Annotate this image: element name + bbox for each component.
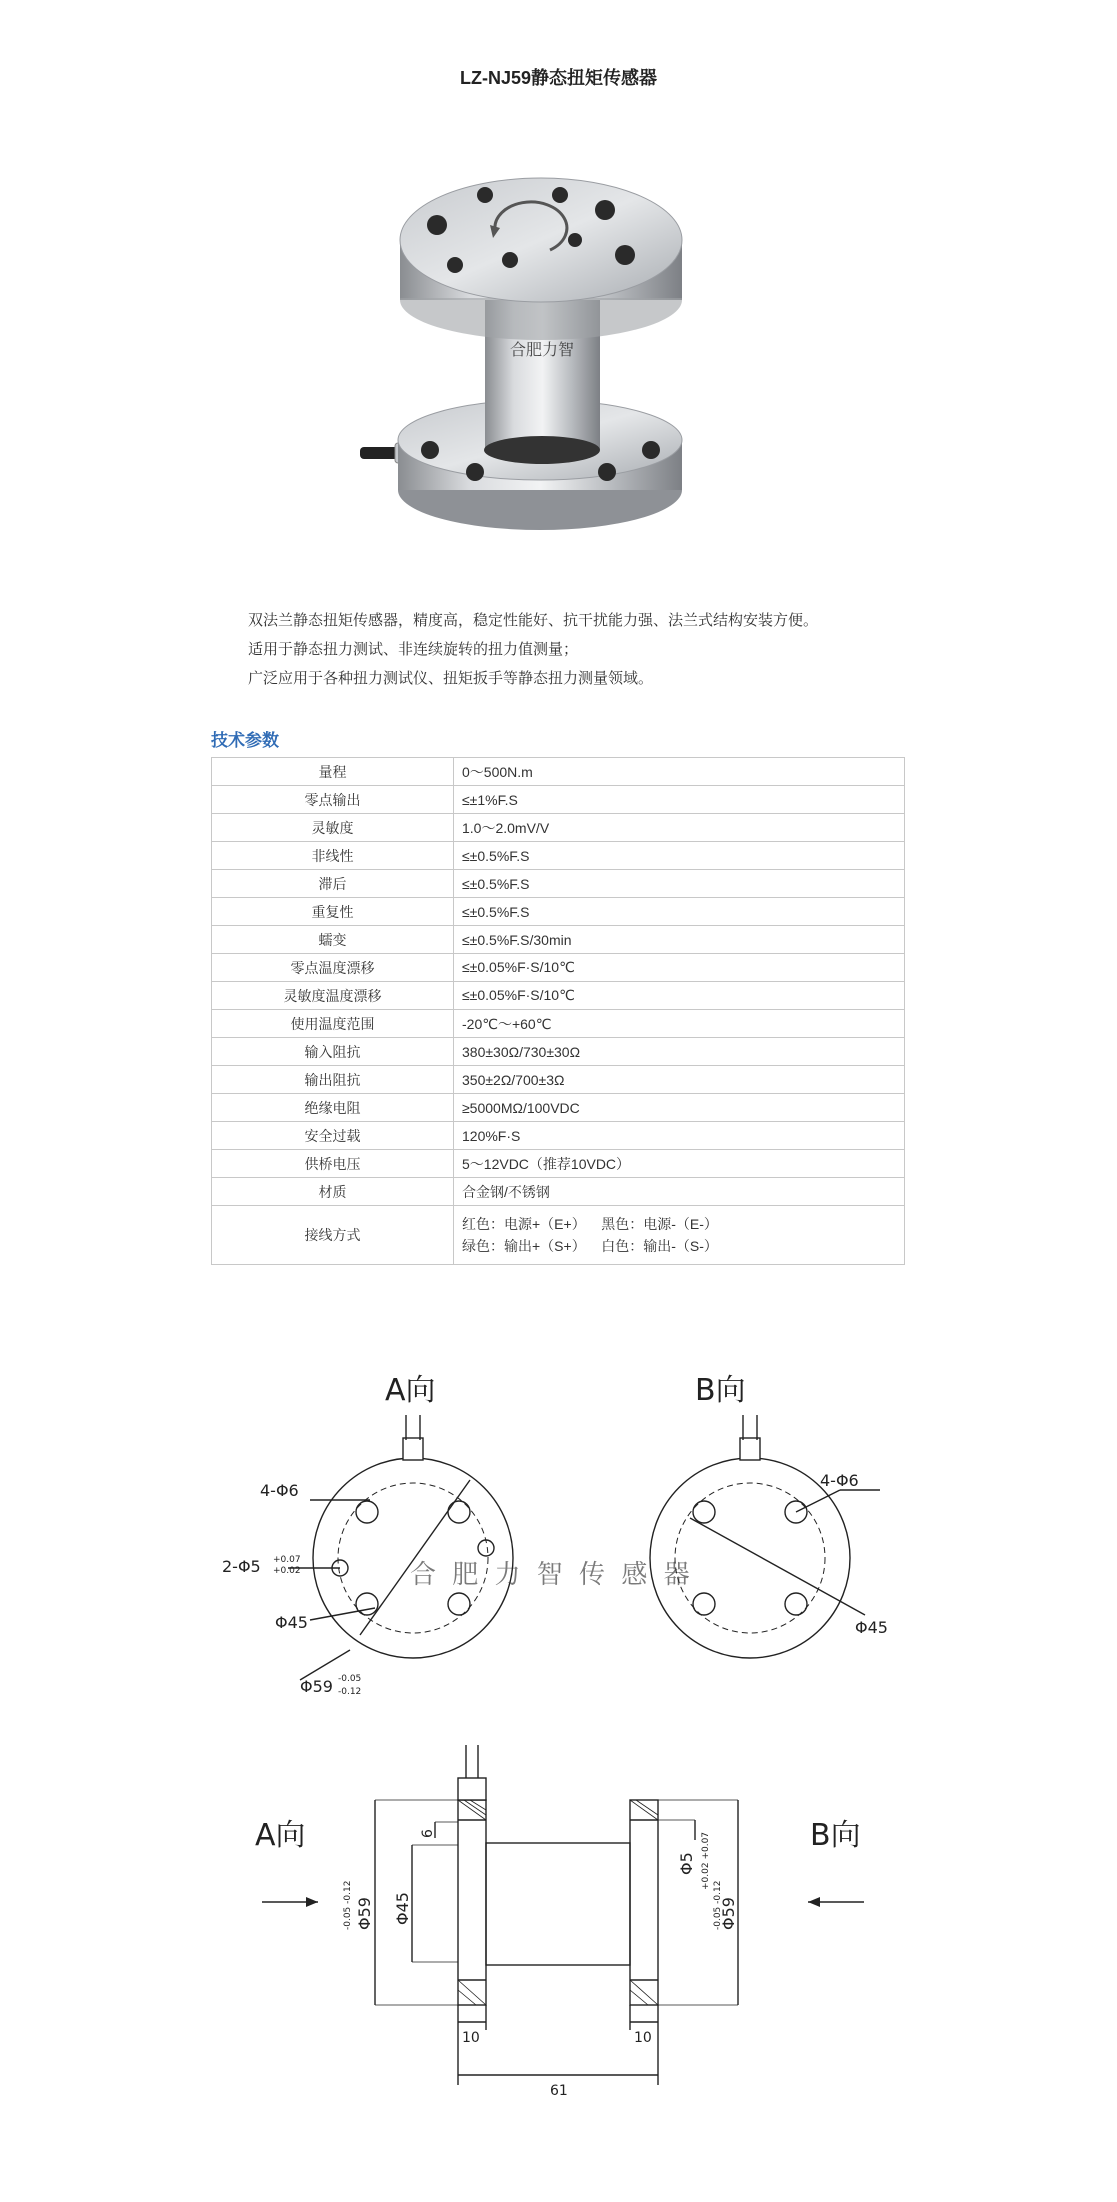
dim-label: 6 xyxy=(420,1829,436,1838)
dim-label: Φ45 xyxy=(855,1618,888,1637)
spec-key: 接线方式 xyxy=(212,1206,454,1265)
table-row xyxy=(212,814,905,842)
bolt-hole-icon xyxy=(693,1593,715,1615)
spec-key: 蠕变 xyxy=(212,926,454,954)
table-row xyxy=(212,1150,905,1178)
bolt-hole-icon xyxy=(785,1593,807,1615)
spec-key: 绝缘电阻 xyxy=(212,1094,454,1122)
dim-tolerance: +0.02 xyxy=(273,1566,301,1576)
cable-icon xyxy=(360,447,400,459)
table-row xyxy=(212,842,905,870)
table-row xyxy=(212,1122,905,1150)
dim-label: Φ45 xyxy=(393,1892,412,1925)
view-label: A向 xyxy=(385,1373,436,1408)
spec-value: ≤±0.5%F.S xyxy=(454,870,905,898)
spec-key: 重复性 xyxy=(212,898,454,926)
wiring-line: 绿色：输出+（S+） 白色：输出-（S-） xyxy=(462,1238,718,1254)
dim-label: Φ59 xyxy=(300,1677,333,1696)
page-title: LZ-NJ59静态扭矩传感器 xyxy=(459,68,657,88)
description-line: 双法兰静态扭矩传感器，精度高，稳定性能好、抗干扰能力强、法兰式结构安装方便。 xyxy=(248,612,819,629)
view-label: B向 xyxy=(695,1373,746,1408)
spec-key: 零点温度漂移 xyxy=(212,954,454,982)
dim-label: Φ59 xyxy=(355,1897,374,1930)
table-row xyxy=(212,1206,905,1265)
table-row xyxy=(212,1066,905,1094)
dim-tolerance: -0.05 -0.12 xyxy=(713,1880,723,1930)
table-row xyxy=(212,954,905,982)
table-row xyxy=(212,870,905,898)
table-row xyxy=(212,1038,905,1066)
spec-value: -20℃～+60℃ xyxy=(454,1010,905,1038)
spec-value: ≤±0.05%F·S/10℃ xyxy=(454,954,905,982)
dim-tolerance: +0.02 +0.07 xyxy=(701,1831,711,1890)
spec-key: 滞后 xyxy=(212,870,454,898)
description xyxy=(248,606,818,693)
bolt-hole-icon xyxy=(356,1593,378,1615)
bolt-hole-icon xyxy=(693,1501,715,1523)
spec-table xyxy=(211,757,905,1265)
wiring-line: 红色：电源+（E+） 黑色：电源-（E-） xyxy=(462,1216,718,1232)
table-row xyxy=(212,1178,905,1206)
table-row xyxy=(212,786,905,814)
spec-key: 安全过载 xyxy=(212,1122,454,1150)
spec-key: 灵敏度 xyxy=(212,814,454,842)
dim-label: 61 xyxy=(550,2083,568,2099)
spec-value: 1.0～2.0mV/V xyxy=(454,814,905,842)
spec-value: 合金钢/不锈钢 xyxy=(454,1178,905,1206)
table-row xyxy=(212,1094,905,1122)
table-row xyxy=(212,982,905,1010)
dim-tolerance: -0.05 -0.12 xyxy=(343,1880,353,1930)
dim-label: Φ5 xyxy=(677,1852,696,1875)
dim-label: 10 xyxy=(462,2030,480,2046)
spec-value: ≤±0.5%F.S xyxy=(454,842,905,870)
spec-key: 灵敏度温度漂移 xyxy=(212,982,454,1010)
description-line: 广泛应用于各种扭力测试仪、扭矩扳手等静态扭力测量领域。 xyxy=(248,670,654,687)
dim-tolerance: -0.12 xyxy=(338,1687,362,1697)
bolt-hole-icon xyxy=(356,1501,378,1523)
technical-drawing xyxy=(200,1350,920,2110)
spec-key: 非线性 xyxy=(212,842,454,870)
spec-key: 输出阻抗 xyxy=(212,1066,454,1094)
spec-key: 供桥电压 xyxy=(212,1150,454,1178)
dim-label: 4-Φ6 xyxy=(260,1481,299,1500)
dim-tolerance: -0.05 xyxy=(338,1674,362,1684)
drawing-watermark: 合 肥 力 智 传 感 器 xyxy=(410,1560,694,1590)
spec-key: 输入阻抗 xyxy=(212,1038,454,1066)
view-label: B向 xyxy=(810,1818,861,1853)
spec-value: 5～12VDC（推荐10VDC） xyxy=(454,1150,905,1178)
product-watermark: 合肥力智 xyxy=(510,340,575,359)
spec-value: ≤±0.05%F·S/10℃ xyxy=(454,982,905,1010)
description-line: 适用于静态扭力测试、非连续旋转的扭力值测量； xyxy=(248,641,579,658)
bolt-hole-icon xyxy=(448,1501,470,1523)
spec-key: 零点输出 xyxy=(212,786,454,814)
spec-value: 120%F·S xyxy=(454,1122,905,1150)
spec-value: 350±2Ω/700±3Ω xyxy=(454,1066,905,1094)
spec-key: 量程 xyxy=(212,758,454,786)
table-row xyxy=(212,926,905,954)
section-heading: 技术参数 xyxy=(211,731,279,750)
dim-label: 4-Φ6 xyxy=(820,1471,859,1490)
dim-tolerance: +0.07 xyxy=(273,1555,301,1565)
dim-label: 10 xyxy=(634,2030,652,2046)
dim-label: Φ45 xyxy=(275,1613,308,1632)
table-row xyxy=(212,898,905,926)
spec-value xyxy=(454,1206,905,1265)
spec-value: ≤±1%F.S xyxy=(454,786,905,814)
spec-value: ≤±0.5%F.S/30min xyxy=(454,926,905,954)
dim-label: 2-Φ5 xyxy=(222,1557,261,1576)
spec-value: 380±30Ω/730±30Ω xyxy=(454,1038,905,1066)
spec-key: 使用温度范围 xyxy=(212,1010,454,1038)
spec-key: 材质 xyxy=(212,1178,454,1206)
product-photo xyxy=(345,150,735,550)
dim-label: Φ59 xyxy=(719,1897,738,1930)
table-row xyxy=(212,1010,905,1038)
table-row xyxy=(212,758,905,786)
spec-value: ≤±0.5%F.S xyxy=(454,898,905,926)
spec-value: ≥5000MΩ/100VDC xyxy=(454,1094,905,1122)
view-label: A向 xyxy=(255,1818,306,1853)
spec-value: 0～500N.m xyxy=(454,758,905,786)
bolt-hole-icon xyxy=(448,1593,470,1615)
